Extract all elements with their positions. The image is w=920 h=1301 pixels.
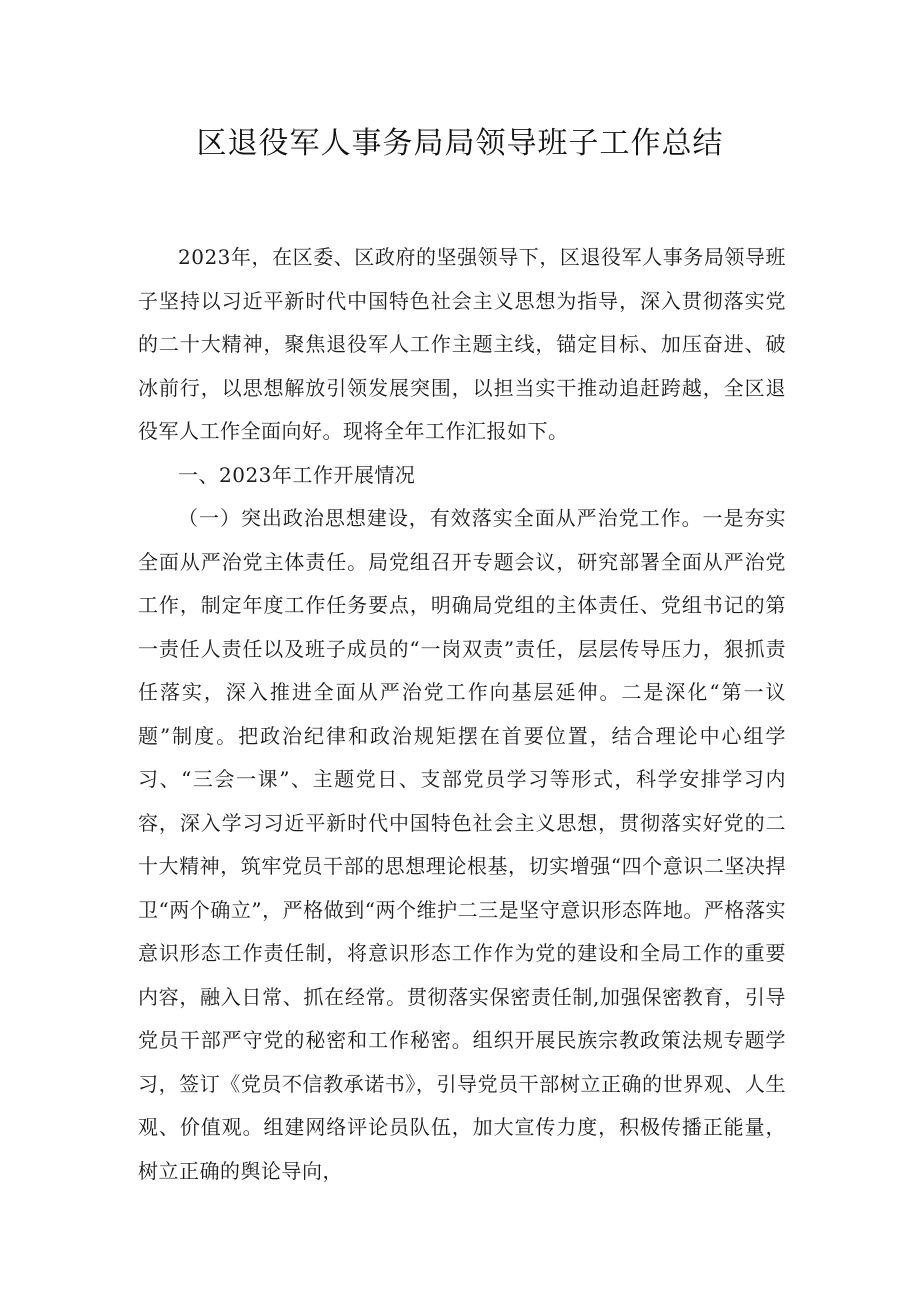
section-heading: 一、2023年工作开展情况: [178, 462, 416, 487]
document-body: [138, 236, 786, 1193]
intro-paragraph: 2023年，在区委、区政府的坚强领导下，区退役军人事务局领导班子坚持以习近平新时代中国特色社会主义思想为指导，深入贯彻落实党的二十大精神，聚焦退役军人工作主题主线，锚定目标、加压奋进、破冰前行，以思想解放引领发展突围，以担当实干推动追赶跨越，全区退役军人工作全面向好。现将全年工作汇报如下。: [138, 245, 786, 443]
document-title: 区退役军人事务局局领导班子工作总结: [196, 126, 724, 161]
section-paragraph: （一）突出政治思想建设，有效落实全面从严治党工作。一是夯实全面从严治党主体责任。局党组召开专题会议，研究部署全面从严治党工作，制定年度工作任务要点，明确局党组的主体责任、党组书记的第一责任人责任以及班子成员的“一岗双责”责任，层层传导压力，狠抓责任落实，深入推进全面从严治党工作向基层延伸。二是深化“第一议题”制度。把政治纪律和政治规矩摆在首要位置，结合理论中心组学习、“三会一课”、主题党日、支部党员学习等形式，科学安排学习内容，深入学习习近平新时代中国特色社会主义思想，贯彻落实好党的二十大精神，筑牢党员干部的思想理论根基，切实增强“四个意识二坚决捍卫“两个确立”，严格做到“两个维护二三是坚守意识形态阵地。严格落实意识形态工作责任制，将意识形态工作作为党的建设和全局工作的重要内容，融入日常、抓在经常。贯彻落实保密责任制,加强保密教育，引导党员干部严守党的秘密和工作秘密。组织开展民族宗教政策法规专题学习，签订《党员不信教承诺书》，引导党员干部树立正确的世界观、人生观、价值观。组建网络评论员队伍，加大宣传力度，积极传播正能量，树立正确的舆论导向，: [138, 506, 786, 1183]
